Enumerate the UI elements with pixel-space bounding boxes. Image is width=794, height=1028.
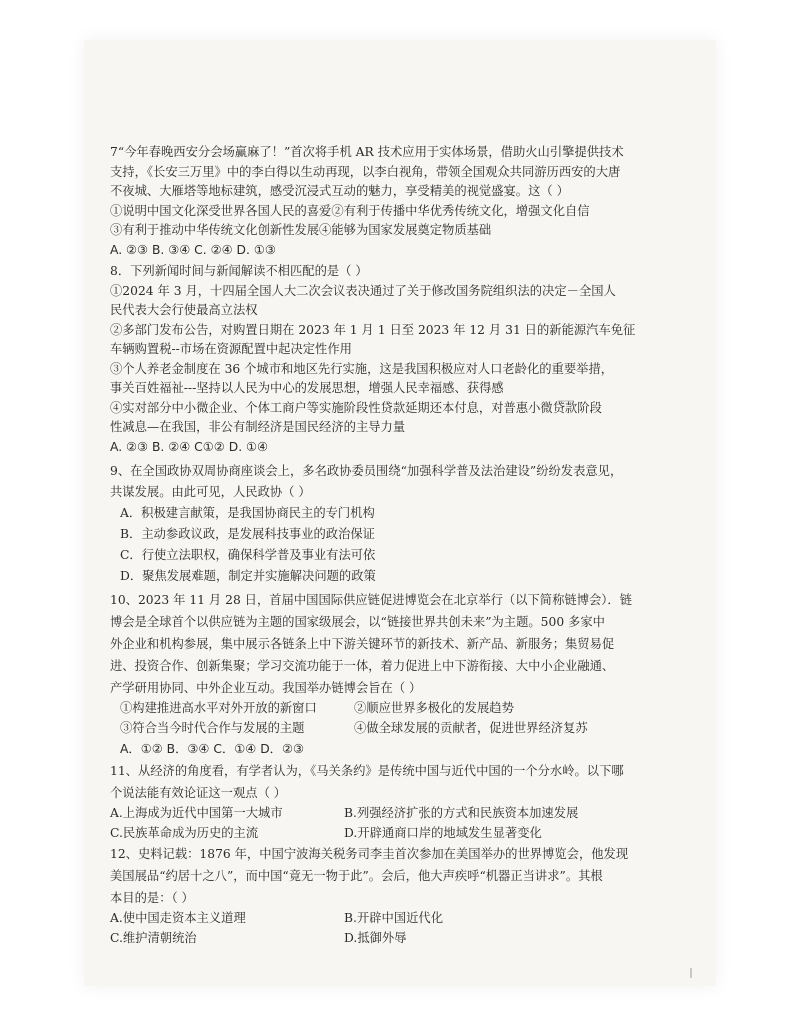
answer-option: A.使中国走资本主义道理: [110, 911, 246, 925]
question-stem: 外企业和机构参展，集中展示各链条上中下游关键环节的新技术、新产品、新服务；集贸易促: [110, 637, 615, 651]
answer-option: A.上海成为近代中国第一大城市: [110, 806, 283, 820]
question-stem: 11、从经济的角度看，有学者认为，《马关条约》是传统中国与近代中国的一个分水岭。以下哪: [110, 764, 624, 778]
statement-row: [110, 719, 710, 739]
statement: ①说明中国文化深受世界各国人民的喜爱②有利于传播中华优秀传统文化，增强文化自信: [110, 203, 590, 218]
answer-option: C.民族革命成为历史的主流: [110, 825, 259, 840]
statement: ①2024 年 3 月，十四届全国人大二次会议表决通过了关于修改国务院组织法的决定－全国人: [110, 283, 616, 298]
question-stem: 博会是全球首个以供应链为主题的国家级展会，以“链接世界共创未来”为主题。500 多家中: [110, 615, 605, 629]
exam-content: [110, 143, 710, 948]
statement: ④做全球发展的贡献者，促进世界经济复苏: [354, 720, 588, 735]
statement: ②顺应世界多极化的发展趋势: [354, 701, 514, 715]
answer-option: D.开辟通商口岸的地域发生显著变化: [344, 825, 542, 840]
statement: 事关百姓福祉---坚持以人民为中心的发展思想，增强人民幸福感、获得感: [110, 381, 504, 395]
option-row: [110, 824, 710, 844]
option-row: [110, 909, 710, 929]
answer-options: A. ②③ B. ③④ C. ②④ D. ①③: [110, 242, 276, 257]
question-stem: 10、2023 年 11 月 28 日，首届中国国际供应链促进博览会在北京举行（以下简称链博会）．链: [110, 593, 633, 607]
answer-option: B.开辟中国近代化: [344, 911, 444, 925]
answer-option: A．积极建言献策，是我国协商民主的专门机构: [120, 506, 375, 520]
answer-option: D．聚焦发展难题，制定并实施解决问题的政策: [120, 569, 376, 583]
statement: 民代表大会行使最高立法权: [110, 303, 258, 317]
answer-option: C．行使立法职权，确保科学普及事业有法可依: [120, 548, 376, 562]
statement: ④实对部分中小微企业、个体工商户等实施阶段性贷款延期还本付息，对普惠小微贷款阶段: [110, 400, 602, 415]
statement: ②多部门发布公告，对购置日期在 2023 年 1 月 1 日至 2023 年 12 月 31 日的新能源汽车免征: [110, 322, 636, 337]
statement: ①构建推进高水平对外开放的新窗口: [120, 701, 317, 715]
question-stem: 个说法能有效论证这一观点（ ）: [110, 786, 287, 800]
question-stem: 不夜城、大雁塔等地标建筑，感受沉浸式互动的魅力，享受精美的视觉盛宴。这（ ）: [110, 184, 569, 198]
answer-options: A. ②③ B. ②④ C①② D. ①④: [110, 439, 269, 454]
question-stem: 美国展品“约居十之八”，而中国“竟无一物于此”。会后，他大声疾呼“机器正当讲求”。其根: [110, 869, 603, 883]
question-stem: 本目的是：（ ）: [110, 891, 194, 905]
statement: 性减息—在我国，非公有制经济是国民经济的主导力量: [110, 420, 406, 434]
question-12: [110, 843, 710, 948]
question-10: [110, 589, 710, 760]
statement-row: [110, 699, 710, 719]
answer-options: A．①② B．③④ C．①④ D．②③: [120, 742, 305, 756]
option-row: [110, 929, 710, 949]
question-stem: 支持，《长安三万里》中的李白得以生动再现，以李白视角，带领全国观众共同游历西安的大唐: [110, 164, 621, 179]
question-8: [110, 262, 710, 457]
answer-option: C.维护清朝统治: [110, 930, 197, 945]
scan-mark: [690, 968, 692, 978]
answer-option: B．主动参政议政，是发展科技事业的政治保证: [120, 527, 375, 541]
statement: ③有利于推动中华传统文化创新性发展④能够为国家发展奠定物质基础: [110, 223, 492, 237]
answer-option: B.列强经济扩张的方式和民族资本加速发展: [344, 806, 579, 820]
question-stem: 12、史料记载：1876 年，中国宁波海关税务司李圭首次参加在美国举办的世界博览会，他发现: [110, 847, 629, 861]
statement: ③符合当今时代合作与发展的主题: [120, 720, 305, 735]
question-stem: 共谋发展。由此可见，人民政协（ ）: [110, 485, 311, 499]
question-stem: 9、在全国政协双周协商座谈会上，多名政协委员围绕“加强科学普及法治建设”纷纷发表意见，: [110, 464, 623, 478]
answer-option: D.抵御外辱: [344, 930, 407, 945]
question-11: [110, 760, 710, 843]
statement: 车辆购置税--市场在资源配置中起决定性作用: [110, 342, 352, 356]
question-7: [110, 143, 710, 260]
question-9: [110, 461, 710, 587]
option-row: [110, 804, 710, 824]
question-stem: 7“今年春晚西安分会场赢麻了！”首次将手机 AR 技术应用于实体场景，借助火山引擎提供技术: [110, 145, 624, 159]
statement: ③个人养老金制度在 36 个城市和地区先行实施，这是我国积极应对人口老龄化的重要举措，: [110, 361, 614, 376]
question-stem: 8．下列新闻时间与新闻解读不相匹配的是（ ）: [110, 264, 368, 278]
question-stem: 进、投资合作、创新集聚；学习交流功能于一体，着力促进上中下游衔接、大中小企业融通、: [110, 659, 615, 673]
question-stem: 产学研用协同、中外企业互动。我国举办链博会旨在（ ）: [110, 681, 422, 695]
